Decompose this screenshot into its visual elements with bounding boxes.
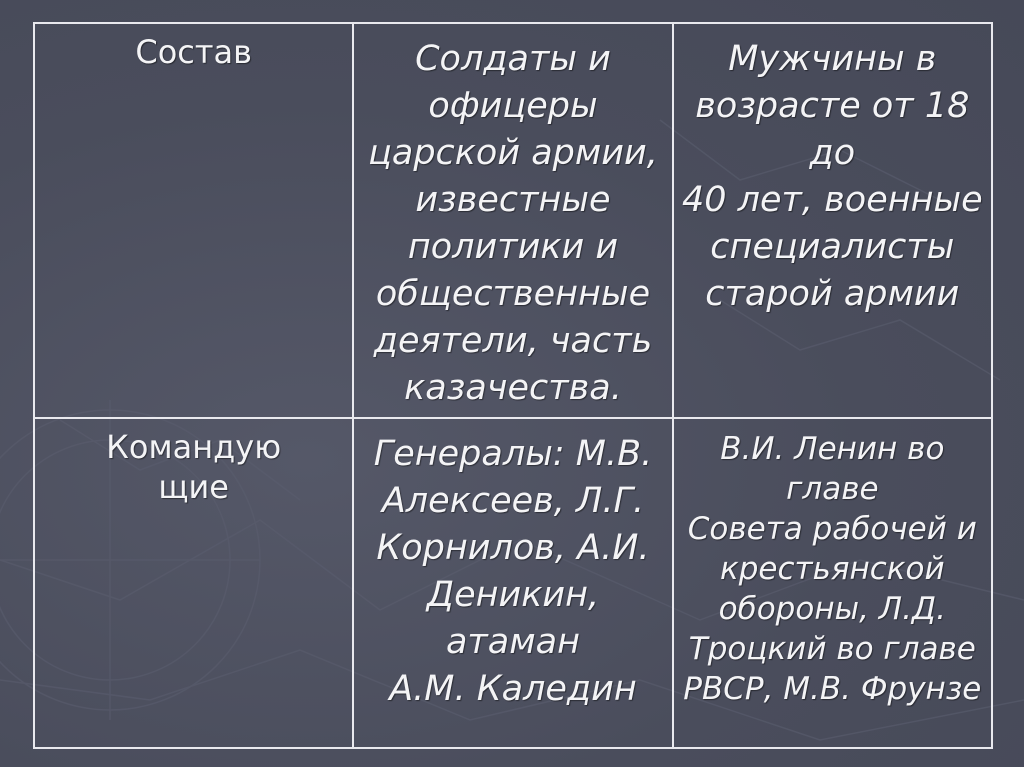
cell-text: Солдаты и офицеры царской армии, известные политики и общественные деятели, часть казачества.	[368, 39, 658, 408]
cell-text: Мужчины в возрасте от 18 до 40 лет, военные специалисты старой армии	[681, 39, 983, 314]
table-row-commanders	[34, 418, 992, 748]
table-row-composition	[34, 23, 992, 418]
row-label-text: Командую щие	[106, 428, 282, 506]
comparison-table	[33, 22, 993, 749]
cell-text: В.И. Ленин во главе Совета рабочей и крестьянской обороны, Л.Д. Троцкий во главе РВСР, М.В. Фрунзе	[683, 431, 982, 707]
cell-text: Генералы: М.В. Алексеев, Л.Г. Корнилов, А.И. Деникин, атаман А.М. Каледин	[373, 434, 653, 709]
row-label-commanders	[34, 418, 353, 748]
cell-white-army-commanders	[353, 418, 672, 748]
row-label-composition	[34, 23, 353, 418]
cell-red-army-composition	[673, 23, 992, 418]
row-label-text: Состав	[135, 33, 252, 71]
cell-white-army-composition	[353, 23, 672, 418]
cell-red-army-commanders	[673, 418, 992, 748]
